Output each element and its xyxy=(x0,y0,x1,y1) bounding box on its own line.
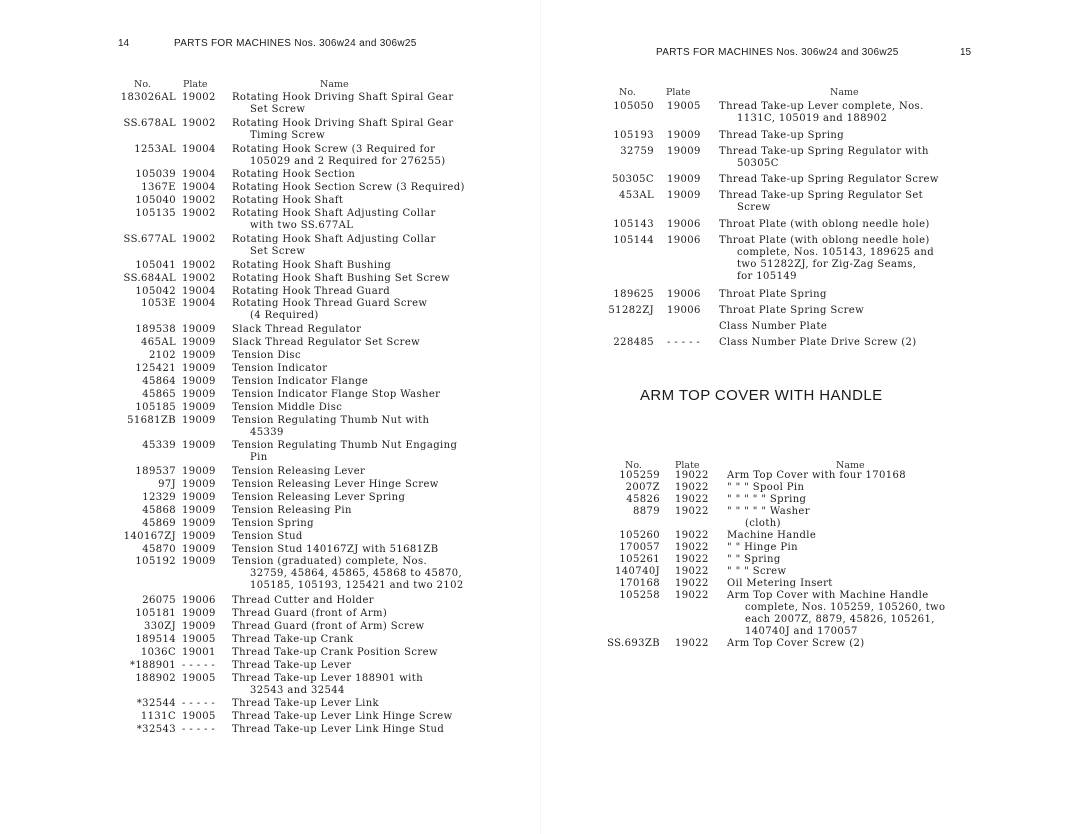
part-number: 51282ZJ xyxy=(608,304,654,316)
part-name-line: Thread Take-up Spring xyxy=(719,129,845,141)
plate-number: 19002 xyxy=(182,233,216,245)
part-name xyxy=(232,466,365,478)
plate-number: 19006 xyxy=(667,219,701,230)
part-name-line: Thread Take-up Lever Link Hinge Stud xyxy=(232,724,445,736)
plate-number: 19009 xyxy=(182,620,216,632)
part-name-line: Tension Regulating Thumb Nut with xyxy=(232,414,430,426)
part-number: 140167ZJ xyxy=(123,530,176,542)
part-number: 105143 xyxy=(613,219,654,230)
part-number: SS.677AL xyxy=(123,233,176,245)
part-name-line: Throat Plate (with oblong needle hole) xyxy=(719,219,930,230)
plate-number: 19006 xyxy=(667,235,701,247)
part-name xyxy=(719,289,827,301)
part-name xyxy=(232,273,450,285)
part-name-line: Thread Cutter and Holder xyxy=(232,595,374,607)
part-name xyxy=(719,101,924,125)
part-name-line: Throat Plate Spring Screw xyxy=(719,304,865,316)
part-name xyxy=(232,298,427,322)
part-number: 97J xyxy=(158,479,176,490)
page-fold xyxy=(540,0,541,834)
part-name-line: Tension Middle Disc xyxy=(232,401,343,413)
part-name xyxy=(232,621,425,633)
part-number: 50305C xyxy=(612,174,654,186)
part-name-line: (cloth) xyxy=(745,518,781,529)
part-name xyxy=(232,415,429,439)
part-name xyxy=(232,647,438,659)
part-name-line: Screw xyxy=(737,202,771,214)
part-name-line: Tension Releasing Lever Hinge Screw xyxy=(232,479,439,490)
part-name-line: 32543 and 32544 xyxy=(250,684,345,696)
part-number: 170168 xyxy=(619,578,660,589)
part-name-line: Tension Stud xyxy=(232,530,303,542)
plate-number: 19009 xyxy=(182,556,216,568)
right-col-no: No. xyxy=(619,87,636,98)
plate-number: 19009 xyxy=(182,414,216,426)
part-name-line: Tension Releasing Pin xyxy=(232,504,352,516)
part-name-line: Arm Top Cover Screw (2) xyxy=(727,638,865,649)
part-name xyxy=(719,337,917,349)
part-name-line: Tension Stud 140167ZJ with 51681ZB xyxy=(232,543,439,555)
part-number: 105144 xyxy=(613,235,654,247)
part-number: 189514 xyxy=(135,633,176,645)
right-page-header: PARTS FOR MACHINES Nos. 306w24 and 306w25 xyxy=(656,47,899,58)
left-col-name: Name xyxy=(320,79,349,90)
part-number: 228485 xyxy=(613,337,654,348)
section-col-no: No. xyxy=(625,460,642,471)
part-name xyxy=(232,324,361,336)
part-name-line: Tension (graduated) complete, Nos. xyxy=(232,556,428,568)
part-name xyxy=(232,608,387,620)
part-name xyxy=(719,190,923,214)
part-name-line: Rotating Hook Shaft Bushing xyxy=(232,259,392,271)
part-name xyxy=(232,260,391,272)
part-name-line: Slack Thread Regulator xyxy=(232,324,362,336)
part-name-line: for 105149 xyxy=(737,271,797,283)
part-name-line: Tension Releasing Lever Spring xyxy=(232,491,406,503)
right-col-plate: Plate xyxy=(666,87,691,98)
part-name xyxy=(232,531,303,543)
left-col-no: No. xyxy=(134,79,151,90)
part-number: 51681ZB xyxy=(127,414,176,426)
plate-number: 19022 xyxy=(675,578,709,589)
part-name-line: Tension Spring xyxy=(232,517,314,529)
plate-number: 19002 xyxy=(182,208,216,220)
section-col-name: Name xyxy=(836,460,865,471)
plate-number: 19009 xyxy=(182,388,216,400)
part-name-line: Tension Disc xyxy=(232,350,301,361)
part-name xyxy=(719,146,929,170)
part-name-line: Rotating Hook Section Screw (3 Required) xyxy=(232,182,465,194)
part-name xyxy=(232,118,454,142)
part-number: 45870 xyxy=(142,543,176,555)
part-number: 1053E xyxy=(141,298,176,310)
part-name xyxy=(719,130,844,142)
part-name-line: Thread Take-up Lever complete, Nos. xyxy=(719,101,924,112)
part-number: 140740J xyxy=(615,566,660,577)
part-name xyxy=(232,350,301,362)
part-number: 188902 xyxy=(135,672,176,684)
part-name-line: Slack Thread Regulator Set Screw xyxy=(232,337,421,349)
part-name-line: Thread Guard (front of Arm) Screw xyxy=(232,620,425,632)
part-name-line: Throat Plate (with oblong needle hole) xyxy=(719,235,930,247)
part-name-line: Thread Take-up Spring Regulator Screw xyxy=(719,174,939,186)
part-name xyxy=(232,92,454,116)
part-name xyxy=(232,595,374,607)
part-number: 12329 xyxy=(142,491,176,503)
part-name-line: 140740J and 170057 xyxy=(745,626,858,637)
part-name xyxy=(232,286,390,298)
part-number: 105181 xyxy=(135,608,176,619)
part-number: 105192 xyxy=(135,556,176,568)
part-name-line: Rotating Hook Section xyxy=(232,169,356,181)
part-name-line: 50305C xyxy=(737,157,779,169)
part-name-line: Set Screw xyxy=(250,245,306,257)
part-name xyxy=(719,321,827,333)
plate-number: 19022 xyxy=(675,554,709,565)
part-number: SS.678AL xyxy=(123,117,176,129)
part-number: 105041 xyxy=(135,259,176,271)
part-number: 105042 xyxy=(135,285,176,297)
plate-number: 19009 xyxy=(667,174,701,186)
part-name-line: Thread Take-up Lever xyxy=(232,659,352,671)
part-name xyxy=(232,518,314,530)
plate-number: 19009 xyxy=(182,324,216,336)
plate-number: 19009 xyxy=(182,504,216,516)
plate-number: 19022 xyxy=(675,566,709,577)
plate-number: - - - - - xyxy=(182,698,216,710)
part-number: 105040 xyxy=(135,195,176,207)
plate-number: - - - - - xyxy=(182,659,216,671)
part-name xyxy=(232,505,352,517)
part-name-line: Thread Take-up Crank xyxy=(232,633,354,645)
plate-number: 19022 xyxy=(675,638,709,649)
part-name xyxy=(727,542,798,554)
part-name-line: " " " " " Spring xyxy=(727,494,807,505)
part-number: 105260 xyxy=(619,530,660,541)
plate-number: 19009 xyxy=(182,543,216,555)
part-name xyxy=(727,494,806,506)
left-page-header: PARTS FOR MACHINES Nos. 306w24 and 306w25 xyxy=(174,38,417,49)
part-number: 465AL xyxy=(141,337,176,349)
part-number: 453AL xyxy=(619,190,654,202)
part-name-line: Rotating Hook Thread Guard Screw xyxy=(232,298,428,310)
part-number: 2102 xyxy=(148,350,176,361)
part-name-line: Thread Take-up Spring Regulator with xyxy=(719,145,929,157)
part-number: 105039 xyxy=(135,169,176,181)
part-number: 189537 xyxy=(135,466,176,478)
part-number: 45826 xyxy=(626,494,660,505)
plate-number: 19022 xyxy=(675,590,709,601)
part-number: *32543 xyxy=(136,724,176,736)
part-number: 32759 xyxy=(620,145,654,157)
plate-number: 19002 xyxy=(182,195,216,207)
part-name-line: Thread Take-up Spring Regulator Set xyxy=(719,190,924,202)
plate-number: 19002 xyxy=(182,92,216,103)
part-number: 330ZJ xyxy=(143,620,176,632)
part-name-line: Rotating Hook Shaft xyxy=(232,195,344,207)
part-number: 1367E xyxy=(141,182,176,194)
plate-number: 19022 xyxy=(675,470,709,481)
part-name-line: 105029 and 2 Required for 276255) xyxy=(250,155,446,167)
part-number: 189625 xyxy=(613,288,654,300)
part-number: 105050 xyxy=(613,101,654,112)
part-name-line: Thread Take-up Crank Position Screw xyxy=(232,646,438,658)
plate-number: 19009 xyxy=(182,517,216,529)
part-number: 45864 xyxy=(142,375,176,387)
part-number: 45865 xyxy=(142,388,176,400)
part-name-line: Tension Indicator xyxy=(232,362,328,374)
part-number: SS.693ZB xyxy=(607,638,660,649)
part-name xyxy=(727,482,804,494)
plate-number: 19009 xyxy=(182,479,216,490)
part-name-line: each 2007Z, 8879, 45826, 105261, xyxy=(745,614,935,625)
part-name-line: Class Number Plate xyxy=(719,320,828,332)
part-name xyxy=(727,578,833,590)
plate-number: 19009 xyxy=(182,491,216,503)
part-name-line: Rotating Hook Driving Shaft Spiral Gear xyxy=(232,117,454,129)
part-name-line: Thread Take-up Lever Link xyxy=(232,698,380,710)
right-col-name: Name xyxy=(830,87,859,98)
part-number: 170057 xyxy=(619,542,660,553)
plate-number: - - - - - xyxy=(182,724,216,736)
part-name-line: " " " Screw xyxy=(727,566,787,577)
plate-number: 19009 xyxy=(182,337,216,349)
part-name xyxy=(232,698,379,710)
plate-number: 19004 xyxy=(182,285,216,297)
plate-number: 19005 xyxy=(182,633,216,645)
part-name-line: 105185, 105193, 125421 and two 2102 xyxy=(250,580,464,592)
section-title: ARM TOP COVER WITH HANDLE xyxy=(640,387,883,404)
plate-number: 19004 xyxy=(182,298,216,310)
part-name xyxy=(232,673,423,697)
part-name xyxy=(727,470,906,482)
part-name xyxy=(232,182,465,194)
plate-number: 19009 xyxy=(667,190,701,202)
part-name xyxy=(232,440,457,464)
plate-number: 19005 xyxy=(182,711,216,723)
part-name-line: Rotating Hook Thread Guard xyxy=(232,285,391,297)
plate-number: 19009 xyxy=(182,401,216,413)
plate-number: 19005 xyxy=(667,101,701,112)
plate-number: 19009 xyxy=(182,350,216,361)
part-name-line: Thread Take-up Lever 188901 with xyxy=(232,672,424,684)
part-name-line: Tension Indicator Flange Stop Washer xyxy=(232,388,441,400)
plate-number: 19009 xyxy=(667,129,701,141)
part-name-line: Class Number Plate Drive Screw (2) xyxy=(719,337,917,348)
part-name-line: complete, Nos. 105143, 189625 and xyxy=(737,247,935,259)
part-name-line: complete, Nos. 105259, 105260, two xyxy=(745,602,946,613)
part-name-line: Throat Plate Spring xyxy=(719,288,827,300)
part-name-line: Thread Guard (front of Arm) xyxy=(232,608,388,619)
part-name xyxy=(727,530,816,542)
part-number: 183026AL xyxy=(120,92,176,103)
part-name xyxy=(727,566,786,578)
part-name xyxy=(232,389,440,401)
plate-number: 19005 xyxy=(182,672,216,684)
part-name xyxy=(232,711,453,723)
part-number: SS.684AL xyxy=(123,272,176,284)
part-name xyxy=(232,169,355,181)
part-name xyxy=(719,305,864,317)
part-number: 105185 xyxy=(135,401,176,413)
part-number: 1036C xyxy=(140,646,176,658)
part-name xyxy=(232,234,436,258)
part-name xyxy=(232,556,464,592)
part-number: 105261 xyxy=(619,554,660,565)
part-name xyxy=(232,363,327,375)
right-page-number: 15 xyxy=(960,47,972,58)
part-number: 189538 xyxy=(135,324,176,336)
part-number: 2007Z xyxy=(625,482,660,493)
plate-number: 19009 xyxy=(667,145,701,157)
part-name xyxy=(232,724,444,736)
part-name-line: 45339 xyxy=(250,426,284,438)
part-number: 105135 xyxy=(135,208,176,220)
left-col-plate: Plate xyxy=(183,79,208,90)
part-name-line: Arm Top Cover with Machine Handle xyxy=(727,590,929,601)
part-name-line: 1131C, 105019 and 188902 xyxy=(737,113,888,124)
part-name-line: Timing Screw xyxy=(250,129,326,141)
part-number: 1131C xyxy=(140,711,176,723)
part-name-line: Rotating Hook Shaft Adjusting Collar xyxy=(232,233,436,245)
plate-number: 19009 xyxy=(182,608,216,619)
part-name xyxy=(232,492,405,504)
plate-number: 19006 xyxy=(667,288,701,300)
part-number: 105259 xyxy=(619,470,660,481)
plate-number: 19009 xyxy=(182,362,216,374)
plate-number: 19006 xyxy=(182,595,216,607)
plate-number: 19009 xyxy=(182,466,216,478)
part-name xyxy=(232,634,353,646)
part-number: 105193 xyxy=(613,129,654,141)
part-number: *32544 xyxy=(136,698,176,710)
left-page-number: 14 xyxy=(118,38,130,49)
part-name-line: " " Spring xyxy=(727,554,781,565)
plate-number: 19009 xyxy=(182,530,216,542)
part-name-line: " " " Spool Pin xyxy=(727,482,805,493)
part-name xyxy=(232,376,368,388)
part-name-line: Tension Regulating Thumb Nut Engaging xyxy=(232,440,458,452)
part-number: 8879 xyxy=(632,506,660,517)
part-name-line: Arm Top Cover with four 170168 xyxy=(727,470,907,481)
part-name xyxy=(232,402,342,414)
part-name xyxy=(719,219,930,231)
part-name-line: Rotating Hook Screw (3 Required for xyxy=(232,143,436,155)
plate-number: 19022 xyxy=(675,530,709,541)
part-name xyxy=(232,660,352,672)
section-col-plate: Plate xyxy=(675,460,700,471)
part-name-line: two 51282ZJ, for Zig-Zag Seams, xyxy=(737,259,917,271)
plate-number: 19001 xyxy=(182,646,216,658)
part-number: 26075 xyxy=(142,595,176,607)
part-name-line: Set Screw xyxy=(250,104,306,115)
plate-number: 19022 xyxy=(675,482,709,493)
part-name-line: Thread Take-up Lever Link Hinge Screw xyxy=(232,711,453,723)
part-name-line: (4 Required) xyxy=(250,310,319,322)
part-number: *188901 xyxy=(130,659,176,671)
part-name xyxy=(727,638,865,650)
part-name-line: Tension Releasing Lever xyxy=(232,466,366,478)
part-name-line: " " Hinge Pin xyxy=(727,542,798,553)
part-name xyxy=(727,506,810,530)
part-name xyxy=(232,144,446,168)
plate-number: 19009 xyxy=(182,440,216,452)
part-name xyxy=(719,174,939,186)
part-number: 45868 xyxy=(142,504,176,516)
plate-number: 19006 xyxy=(667,304,701,316)
part-name xyxy=(719,235,934,283)
part-name-line: Pin xyxy=(250,452,268,464)
part-name xyxy=(232,544,439,556)
part-name xyxy=(232,195,343,207)
plate-number: 19002 xyxy=(182,259,216,271)
part-name-line: 32759, 45864, 45865, 45868 to 45870, xyxy=(250,568,463,580)
part-name xyxy=(232,208,436,232)
part-name-line: Oil Metering Insert xyxy=(727,578,833,589)
part-name-line: Rotating Hook Shaft Adjusting Collar xyxy=(232,208,436,220)
plate-number: 19022 xyxy=(675,506,709,517)
plate-number: 19004 xyxy=(182,143,216,155)
part-name-line: Rotating Hook Driving Shaft Spiral Gear xyxy=(232,92,454,103)
part-name-line: Tension Indicator Flange xyxy=(232,375,369,387)
part-name xyxy=(727,590,945,638)
plate-number: 19022 xyxy=(675,542,709,553)
plate-number: 19002 xyxy=(182,272,216,284)
plate-number: 19004 xyxy=(182,169,216,181)
part-name-line: Rotating Hook Shaft Bushing Set Screw xyxy=(232,272,450,284)
part-number: 45869 xyxy=(142,517,176,529)
plate-number: - - - - - xyxy=(667,337,701,348)
part-number: 125421 xyxy=(135,362,176,374)
part-number: 1253AL xyxy=(134,143,176,155)
part-number: 45339 xyxy=(142,440,176,452)
part-name-line: with two SS.677AL xyxy=(250,220,354,232)
plate-number: 19002 xyxy=(182,117,216,129)
plate-number: 19022 xyxy=(675,494,709,505)
plate-number: 19004 xyxy=(182,182,216,194)
part-name-line: " " " " " Washer xyxy=(727,506,810,517)
part-name xyxy=(232,337,420,349)
part-name xyxy=(232,479,439,491)
part-number: 105258 xyxy=(619,590,660,601)
plate-number: 19009 xyxy=(182,375,216,387)
part-name-line: Machine Handle xyxy=(727,530,817,541)
part-name xyxy=(727,554,781,566)
